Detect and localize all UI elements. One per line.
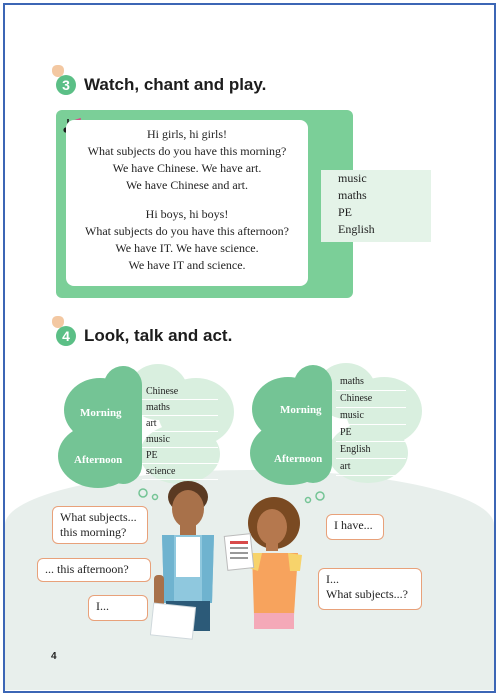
subject-item: art <box>142 416 218 432</box>
boy-figure <box>150 481 214 639</box>
chant-line: What subjects do you have this afternoon? <box>85 224 289 238</box>
subject-item: Chinese <box>336 391 406 408</box>
chant-line: Hi boys, hi boys! <box>145 207 229 221</box>
subject-item: PE <box>338 205 353 219</box>
morning-label: Morning <box>280 404 322 416</box>
chant-line: We have Chinese. We have art. <box>112 161 262 175</box>
subject-item: music <box>338 171 367 185</box>
subject-item: English <box>338 222 375 236</box>
boy-thought-cloud <box>58 364 234 492</box>
subject-item: maths <box>338 188 367 202</box>
subject-item: art <box>336 459 406 476</box>
girl-subject-list <box>336 374 406 476</box>
speech-bubble-this-afternoon: ... this afternoon? <box>37 558 151 582</box>
subject-item: maths <box>142 400 218 416</box>
chant-line: We have IT and science. <box>128 258 246 272</box>
subject-item: PE <box>142 448 218 464</box>
subject-item: science <box>142 464 218 480</box>
speech-bubble-what-morning: What subjects... this morning? <box>52 506 148 544</box>
section-4-header <box>56 326 232 346</box>
subject-item: English <box>336 442 406 459</box>
subject-card <box>315 170 431 242</box>
section-title: Look, talk and act. <box>84 326 233 345</box>
afternoon-label: Afternoon <box>74 454 123 466</box>
speech-bubble-boy-i: I... <box>88 595 148 621</box>
chant-line: Hi girls, hi girls! <box>147 127 227 141</box>
chant-line: We have IT. We have science. <box>115 241 259 255</box>
speech-bubble-girl-what: I... What subjects...? <box>318 568 422 610</box>
section-number-badge: 3 <box>56 75 76 95</box>
subject-item: music <box>142 432 218 448</box>
chant-line: We have Chinese and art. <box>126 178 248 192</box>
afternoon-label: Afternoon <box>274 453 323 465</box>
chant-line: What subjects do you have this morning? <box>87 144 287 158</box>
section-3-header <box>56 75 266 95</box>
section-title: Watch, chant and play. <box>84 75 267 94</box>
subject-item: Chinese <box>142 384 218 400</box>
speech-bubble-i-have: I have... <box>326 514 384 540</box>
hand-icon <box>52 65 64 77</box>
chant-text <box>66 120 308 286</box>
subject-item: music <box>336 408 406 425</box>
subject-item: PE <box>336 425 406 442</box>
boy-subject-list <box>142 384 218 480</box>
girl-thought-cloud <box>250 363 426 491</box>
chant-box <box>56 110 353 298</box>
morning-label: Morning <box>80 407 122 419</box>
page-number: 4 <box>51 651 57 662</box>
subject-item: maths <box>336 374 406 391</box>
hand-icon <box>52 316 64 328</box>
section-number-badge: 4 <box>56 326 76 346</box>
girl-figure <box>224 497 302 629</box>
children-illustration <box>150 475 310 640</box>
